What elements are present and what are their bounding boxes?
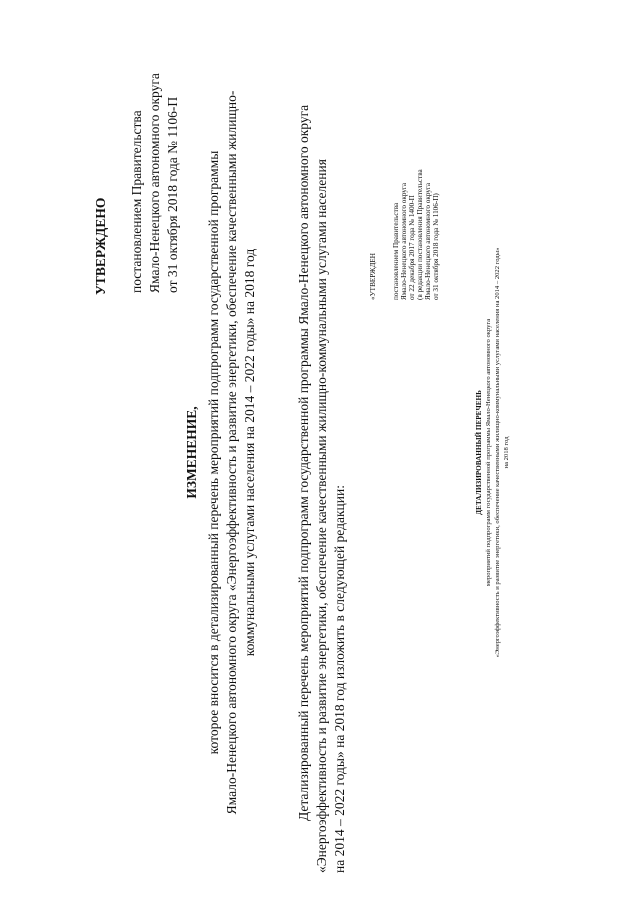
paragraph-line-1: Детализированный перечень мероприятий подпрограмм государственной программы Ямало-Ненецкого автономного округа — [296, 104, 311, 821]
inner-approval-line-1: постановлением Правительства — [392, 202, 400, 300]
change-line-1: которое вносится в детализированный перечень мероприятий подпрограмм государственной программы — [206, 150, 221, 755]
inner-list-line-2: «Энергоэффективность и развитие энергетики, обеспечение качественными жилищно-коммунальными услугами населения на 2014 – 2022 годы» — [494, 247, 501, 658]
inner-list-line-3: на 2018 год — [503, 436, 510, 469]
approval-title: УТВЕРЖДЕНО — [93, 197, 108, 295]
approval-line-3: от 31 октября 2018 года № 1106-П — [165, 96, 180, 293]
inner-approval-line-2: Ямало-Ненецкого автономного округа — [400, 182, 408, 300]
approval-line-1: постановлением Правительства — [129, 110, 144, 293]
paragraph-line-3: на 2014 – 2022 годы» на 2018 год изложить в следующей редакции: — [332, 485, 347, 873]
inner-approval-line-6: от 31 октября 2018 года № 1106-П) — [432, 193, 440, 300]
inner-approval-line-4: (в редакции постановления Правительства — [416, 169, 424, 300]
approval-line-2: Ямало-Ненецкого автономного округа — [147, 73, 162, 293]
change-line-2: Ямало-Ненецкого автономного округа «Энергоэффективность и развитие энергетики, обеспечение качественными жилищно- — [224, 90, 239, 815]
change-heading: ИЗМЕНЕНИЕ, — [184, 406, 199, 499]
inner-approval-line-3: от 22 декабря 2017 года № 1400-П — [408, 195, 416, 300]
change-line-3: коммунальными услугами населения на 2014 – 2022 годы» на 2018 год — [242, 248, 257, 657]
inner-approval-title: «УТВЕРЖДЕН — [369, 253, 377, 300]
inner-list-line-1: мероприятий подпрограмм государственной программы Ямало-Ненецкого автономного округа — [485, 318, 492, 587]
inner-approval-line-5: Ямало-Ненецкого автономного округа — [424, 182, 432, 300]
inner-list-title: ДЕТАЛИЗИРОВАННЫЙ ПЕРЕЧЕНЬ — [475, 390, 483, 515]
paragraph-line-2: «Энергоэффективность и развитие энергетики, обеспечение качественными жилищно-коммунальными услугами населения — [314, 159, 329, 873]
